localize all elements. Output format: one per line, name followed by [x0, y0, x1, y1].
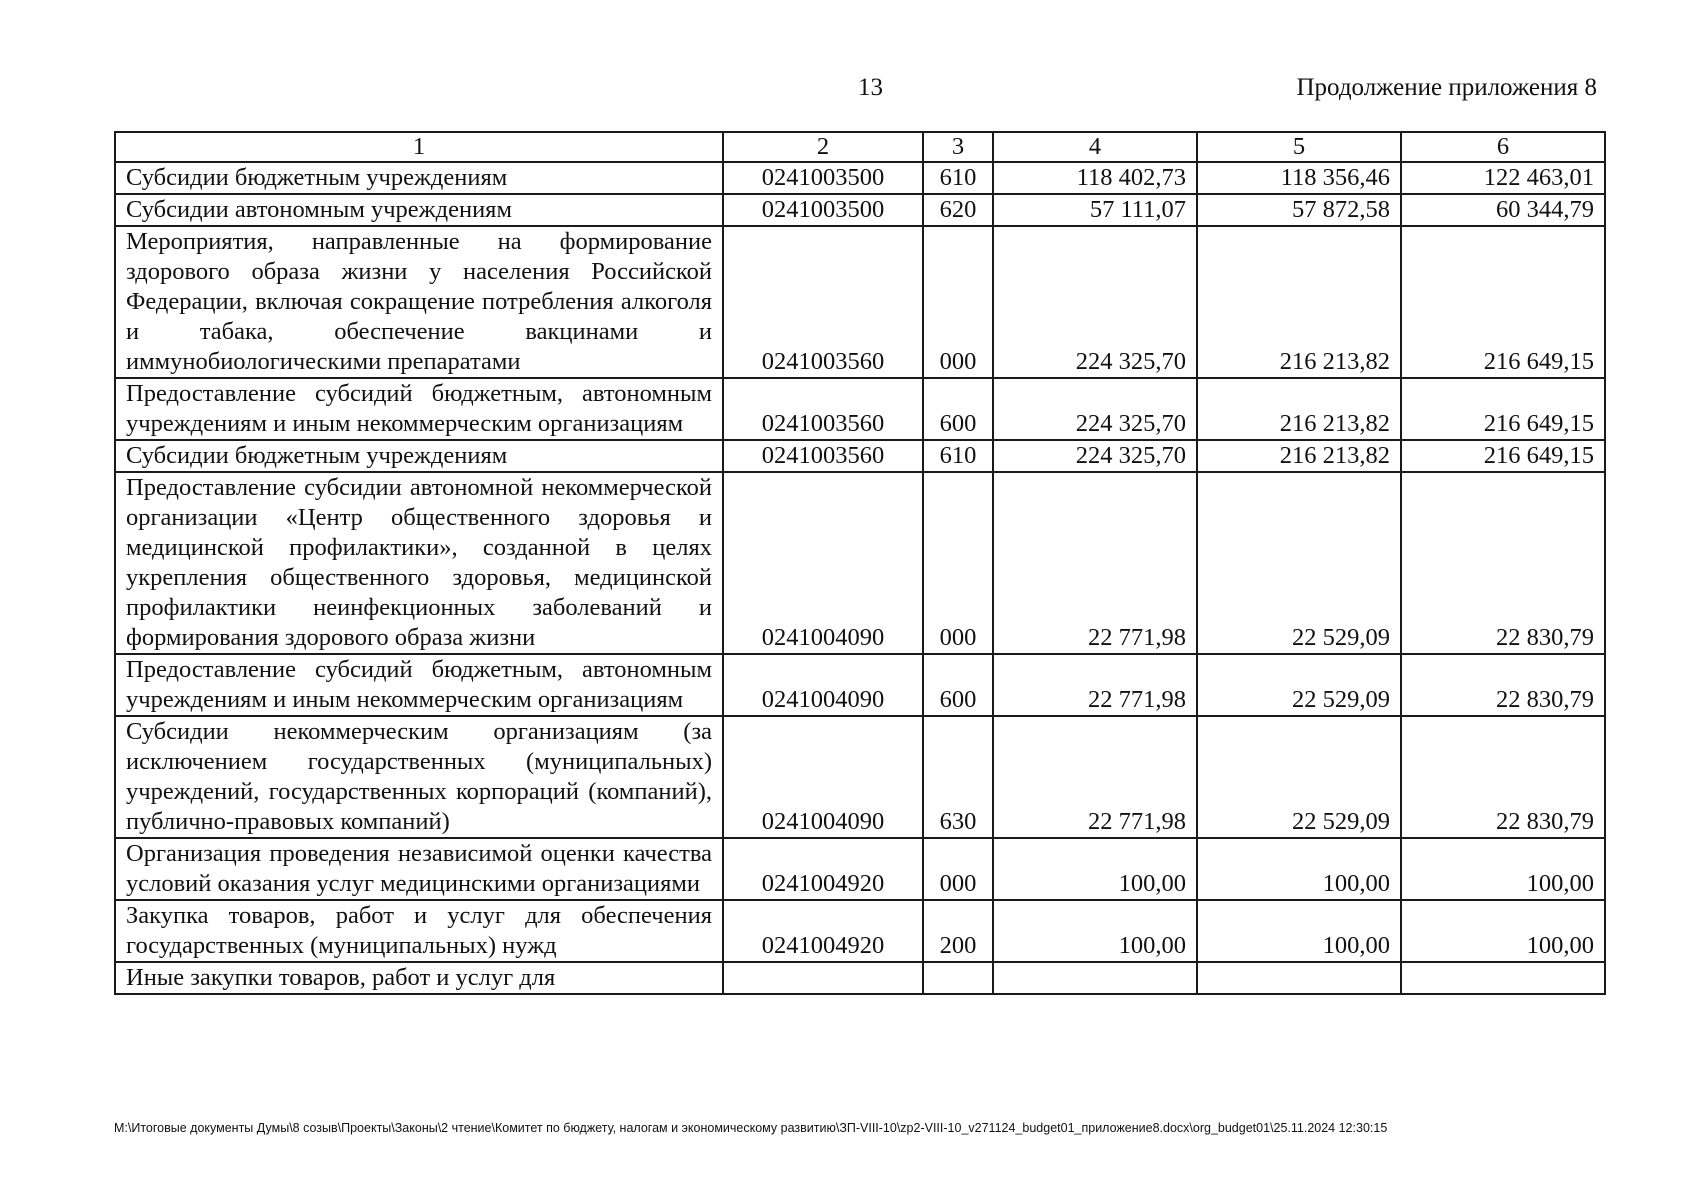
- amount-col4-cell: [993, 962, 1197, 994]
- row-name-cell: Субсидии бюджетным учреждениям: [115, 440, 723, 472]
- amount-col5-cell: 118 356,46: [1197, 162, 1401, 194]
- budget-table-body: [115, 132, 1605, 994]
- table-row: [115, 440, 1605, 472]
- expense-type-cell: [923, 962, 993, 994]
- row-name-cell: Субсидии автономным учреждениям: [115, 194, 723, 226]
- target-code-cell: 0241004090: [723, 654, 923, 716]
- amount-col6-cell: 100,00: [1401, 900, 1605, 962]
- amount-col4-cell: 57 111,07: [993, 194, 1197, 226]
- amount-col6-cell: [1401, 962, 1605, 994]
- amount-col5-cell: 22 529,09: [1197, 472, 1401, 654]
- column-number-row: [115, 132, 1605, 162]
- target-code-cell: 0241003500: [723, 194, 923, 226]
- table-row: [115, 962, 1605, 994]
- expense-type-cell: 610: [923, 162, 993, 194]
- expense-type-cell: 000: [923, 226, 993, 378]
- column-number: 2: [723, 132, 923, 162]
- expense-type-cell: 600: [923, 378, 993, 440]
- amount-col6-cell: 216 649,15: [1401, 378, 1605, 440]
- amount-col4-cell: 224 325,70: [993, 378, 1197, 440]
- expense-type-cell: 600: [923, 654, 993, 716]
- amount-col5-cell: 216 213,82: [1197, 226, 1401, 378]
- amount-col4-cell: 224 325,70: [993, 440, 1197, 472]
- table-row: [115, 654, 1605, 716]
- amount-col5-cell: 22 529,09: [1197, 654, 1401, 716]
- amount-col6-cell: 122 463,01: [1401, 162, 1605, 194]
- amount-col5-cell: [1197, 962, 1401, 994]
- row-name-cell: Организация проведения независимой оценки качества условий оказания услуг медицинскими организациями: [115, 838, 723, 900]
- target-code-cell: 0241004090: [723, 472, 923, 654]
- row-name-cell: Мероприятия, направленные на формирование здорового образа жизни у населения Российской Федерации, включая сокращение потребления алкоголя и табака, обеспечение вакцинами и иммунобиологическими препаратами: [115, 226, 723, 378]
- amount-col4-cell: 224 325,70: [993, 226, 1197, 378]
- table-row: [115, 378, 1605, 440]
- page-number: 13: [858, 74, 883, 101]
- amount-col4-cell: 22 771,98: [993, 472, 1197, 654]
- column-number: 5: [1197, 132, 1401, 162]
- amount-col6-cell: 60 344,79: [1401, 194, 1605, 226]
- amount-col5-cell: 57 872,58: [1197, 194, 1401, 226]
- row-name-cell: Предоставление субсидий бюджетным, автономным учреждениям и иным некоммерческим организациям: [115, 378, 723, 440]
- table-row: [115, 716, 1605, 838]
- table-row: [115, 226, 1605, 378]
- expense-type-cell: 000: [923, 838, 993, 900]
- target-code-cell: 0241003500: [723, 162, 923, 194]
- row-name-cell: Иные закупки товаров, работ и услуг для: [115, 962, 723, 994]
- row-name-cell: Субсидии бюджетным учреждениям: [115, 162, 723, 194]
- amount-col4-cell: 100,00: [993, 838, 1197, 900]
- expense-type-cell: 200: [923, 900, 993, 962]
- amount-col4-cell: 22 771,98: [993, 716, 1197, 838]
- target-code-cell: 0241004920: [723, 900, 923, 962]
- table-row: [115, 162, 1605, 194]
- amount-col5-cell: 100,00: [1197, 900, 1401, 962]
- row-name-cell: Предоставление субсидии автономной некоммерческой организации «Центр общественного здоровья и медицинской профилактики», созданной в целях укрепления общественного здоровья, медицинской профилактики неинфекционных заболеваний и формирования здорового образа жизни: [115, 472, 723, 654]
- table-row: [115, 900, 1605, 962]
- row-name-cell: Закупка товаров, работ и услуг для обеспечения государственных (муниципальных) нужд: [115, 900, 723, 962]
- document-file-path: M:\Итоговые документы Думы\8 созыв\Проекты\Законы\2 чтение\Комитет по бюджету, налогам и экономическому развитию\ЗП-VIII-10\zp2-VIII-10_v271124_budget01_приложение8.docx\org_budget01\25.11.2024 12:30:15: [114, 1121, 1388, 1135]
- target-code-cell: 0241004920: [723, 838, 923, 900]
- target-code-cell: [723, 962, 923, 994]
- column-number: 6: [1401, 132, 1605, 162]
- expense-type-cell: 000: [923, 472, 993, 654]
- amount-col6-cell: 216 649,15: [1401, 226, 1605, 378]
- amount-col6-cell: 100,00: [1401, 838, 1605, 900]
- amount-col5-cell: 22 529,09: [1197, 716, 1401, 838]
- amount-col5-cell: 216 213,82: [1197, 378, 1401, 440]
- expense-type-cell: 610: [923, 440, 993, 472]
- target-code-cell: 0241003560: [723, 440, 923, 472]
- amount-col4-cell: 100,00: [993, 900, 1197, 962]
- row-name-cell: Субсидии некоммерческим организациям (за исключением государственных (муниципальных) учреждений, государственных корпораций (компаний), публично-правовых компаний): [115, 716, 723, 838]
- budget-table: [114, 131, 1606, 995]
- appendix-continuation-title: Продолжение приложения 8: [1296, 74, 1597, 101]
- amount-col6-cell: 22 830,79: [1401, 472, 1605, 654]
- amount-col4-cell: 118 402,73: [993, 162, 1197, 194]
- table-row: [115, 194, 1605, 226]
- amount-col6-cell: 216 649,15: [1401, 440, 1605, 472]
- expense-type-cell: 630: [923, 716, 993, 838]
- column-number: 3: [923, 132, 993, 162]
- amount-col6-cell: 22 830,79: [1401, 654, 1605, 716]
- table-row: [115, 838, 1605, 900]
- row-name-cell: Предоставление субсидий бюджетным, автономным учреждениям и иным некоммерческим организациям: [115, 654, 723, 716]
- column-number: 4: [993, 132, 1197, 162]
- target-code-cell: 0241004090: [723, 716, 923, 838]
- amount-col5-cell: 100,00: [1197, 838, 1401, 900]
- column-number: 1: [115, 132, 723, 162]
- table-row: [115, 472, 1605, 654]
- amount-col5-cell: 216 213,82: [1197, 440, 1401, 472]
- amount-col4-cell: 22 771,98: [993, 654, 1197, 716]
- expense-type-cell: 620: [923, 194, 993, 226]
- target-code-cell: 0241003560: [723, 226, 923, 378]
- amount-col6-cell: 22 830,79: [1401, 716, 1605, 838]
- target-code-cell: 0241003560: [723, 378, 923, 440]
